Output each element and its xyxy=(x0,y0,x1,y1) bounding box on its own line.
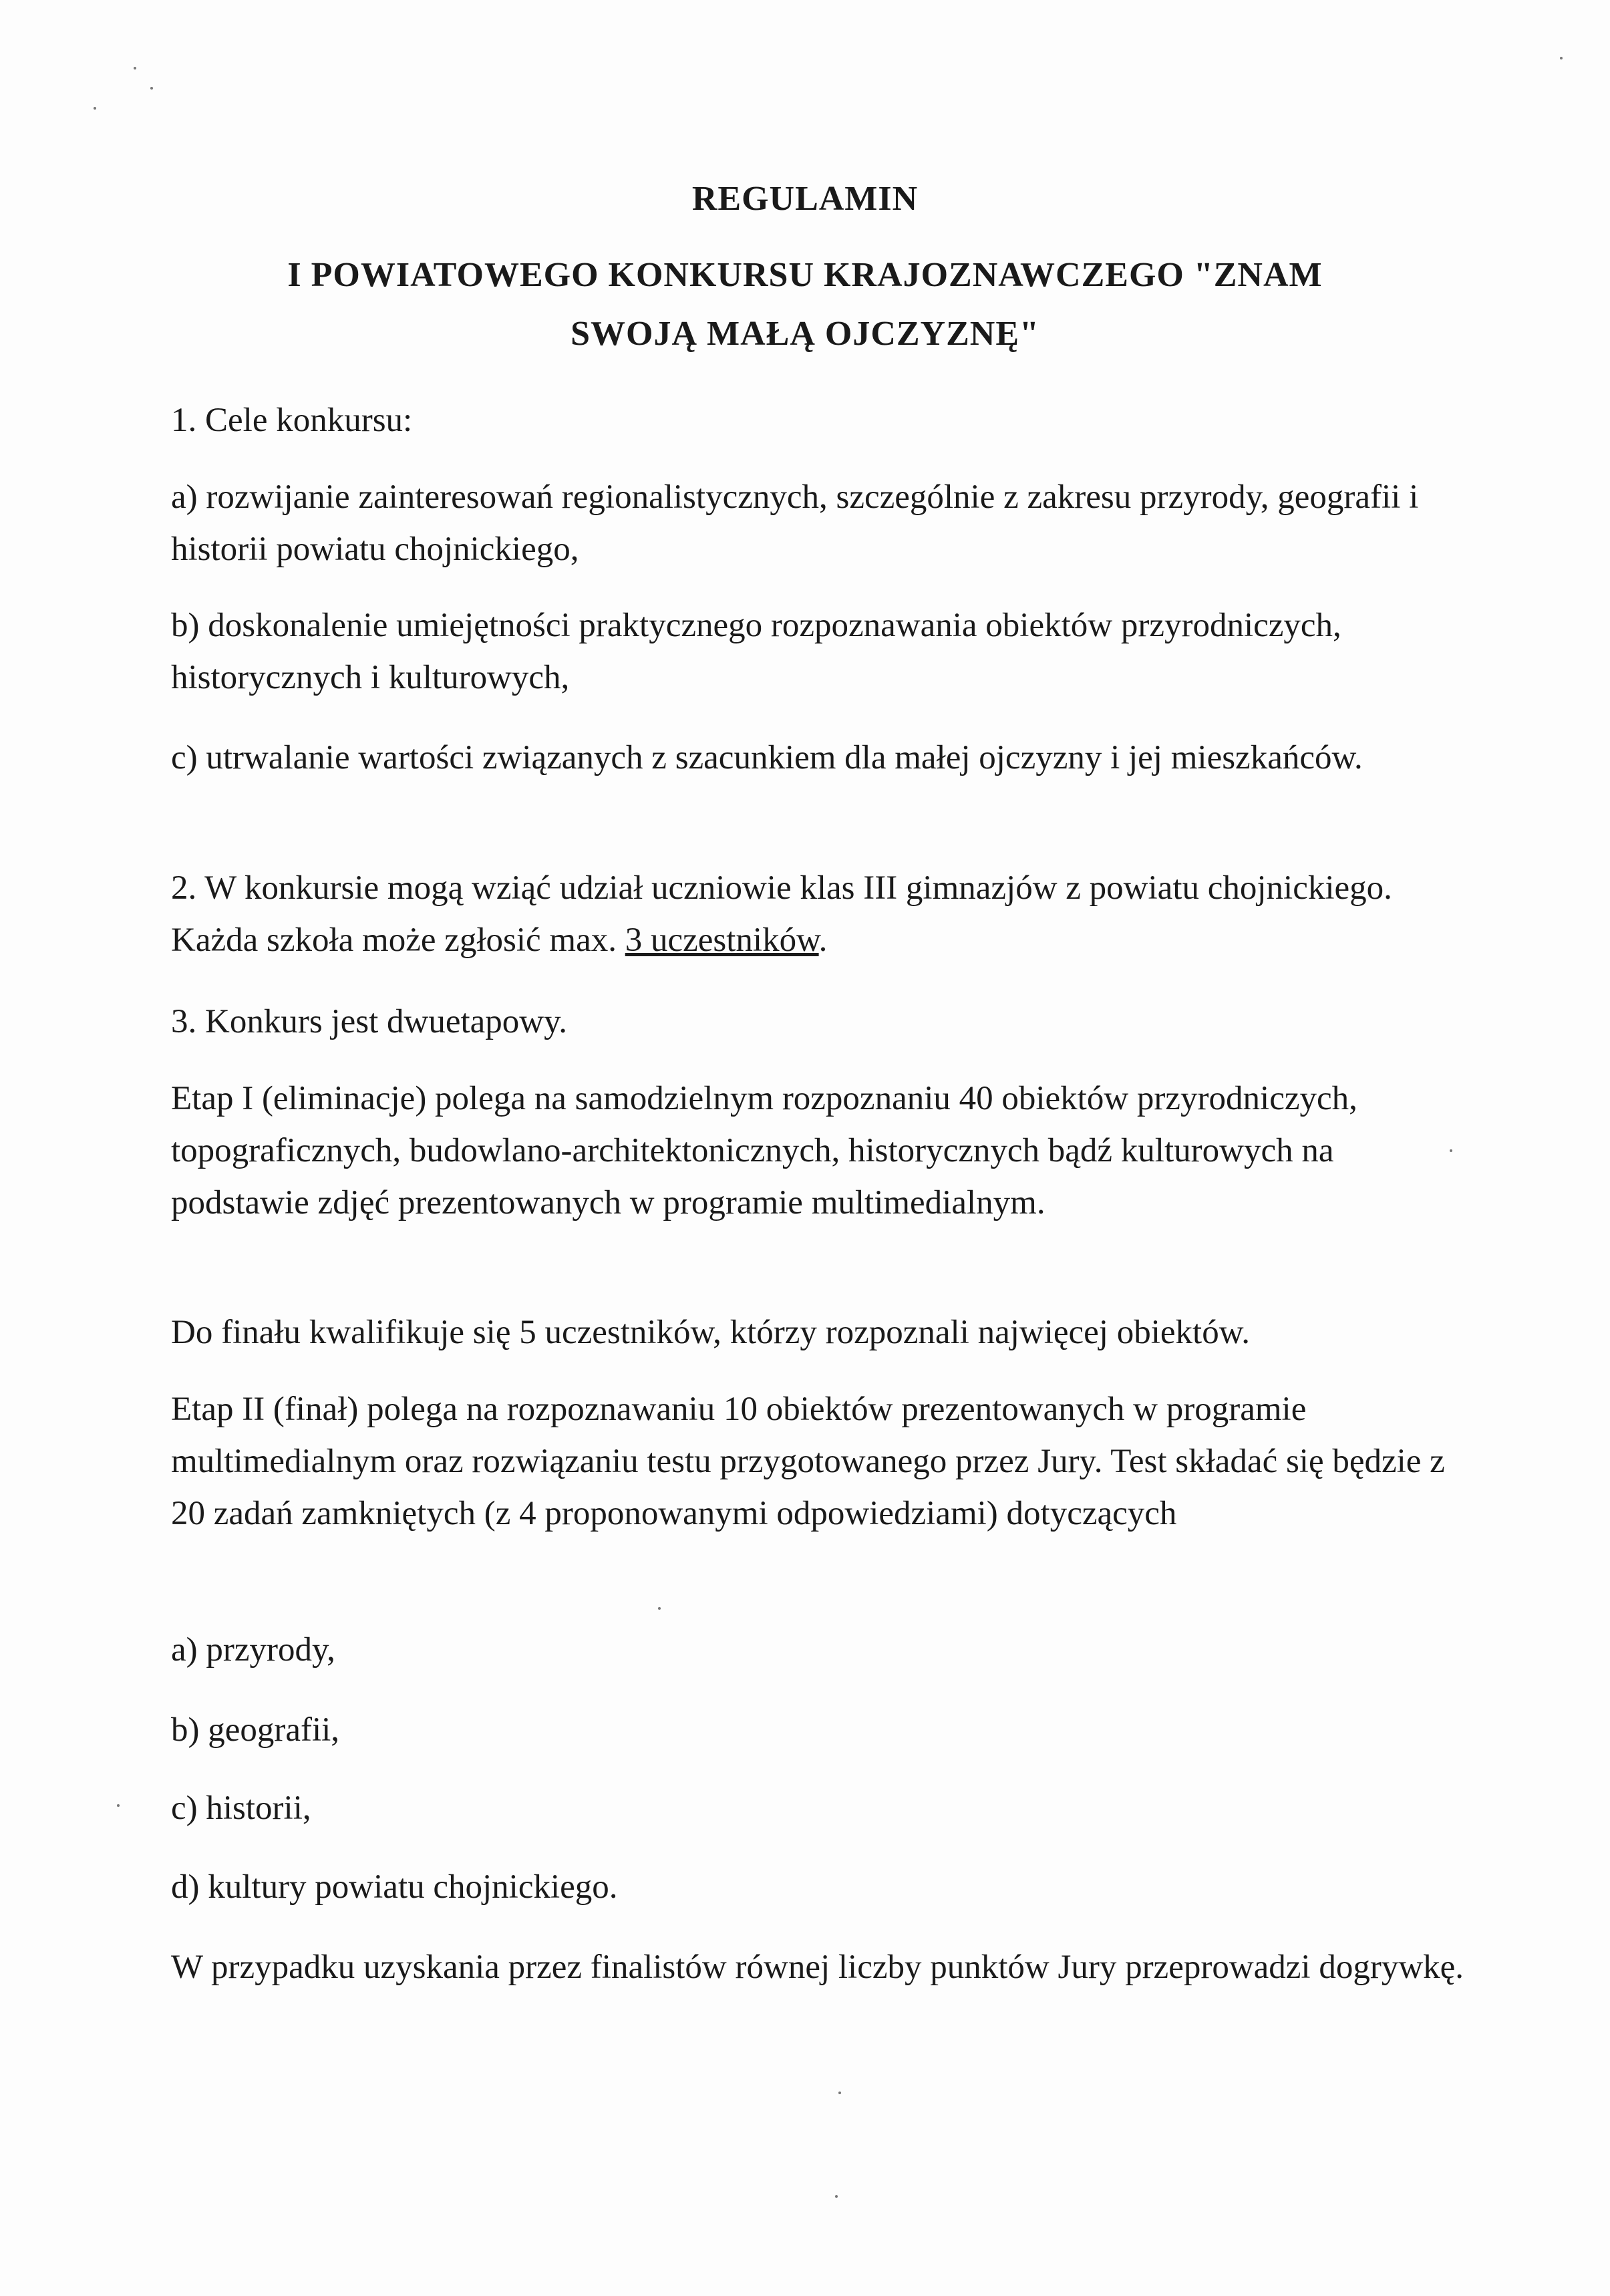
document-subtitle-line-2: SWOJĄ MAŁĄ OJCZYZNĘ" xyxy=(571,315,1039,353)
section-3-heading: 3. Konkurs jest dwuetapowy. xyxy=(171,1003,568,1040)
goal-a: a) rozwijanie zainteresowań regionalistycznych, szczególnie z zakresu przyrody, geografii i historii powiatu chojnickiego, xyxy=(171,478,1419,568)
stage-1-description: Etap I (eliminacje) polega na samodzielnym rozpoznaniu 40 obiektów przyrodniczych, topograficznych, budowlano-architektonicznych, historycznych bądź kulturowych na podstawie zdjęć prezentowanych w programie multimedialnym. xyxy=(171,1080,1357,1222)
scan-speck xyxy=(134,67,136,69)
scan-speck xyxy=(835,2195,838,2198)
document-subtitle-line-1: I POWIATOWEGO KONKURSU KRAJOZNAWCZEGO "ZNAM xyxy=(287,256,1323,294)
stage-2-description: Etap II (finał) polega na rozpoznawaniu 10 obiektów prezentowanych w programie multimedialnym oraz rozwiązaniu testu przygotowanego przez Jury. Test składać się będzie z 20 zadań zamkniętych (z 4 proponowanymi odpowiedziami) dotyczących xyxy=(171,1391,1445,1532)
goal-c: c) utrwalanie wartości związanych z szacunkiem dla małej ojczyzny i jej mieszkańców. xyxy=(171,739,1363,776)
test-topic-c: c) historii, xyxy=(171,1789,311,1827)
scan-speck xyxy=(658,1607,661,1610)
scan-speck xyxy=(838,2092,841,2094)
final-qualification: Do finału kwalifikuje się 5 uczestników, którzy rozpoznali najwięcej obiektów. xyxy=(171,1314,1250,1351)
section-2-end: . xyxy=(818,921,828,959)
scan-speck xyxy=(150,87,153,90)
participant-limit: 3 uczestników xyxy=(625,921,819,959)
scan-speck xyxy=(117,1804,120,1807)
document-title: REGULAMIN xyxy=(691,180,919,218)
goal-b: b) doskonalenie umiejętności praktycznego rozpoznawania obiektów przyrodniczych, historycznych i kulturowych, xyxy=(171,607,1341,696)
test-topic-a: a) przyrody, xyxy=(171,1631,335,1669)
tiebreak-rule: W przypadku uzyskania przez finalistów równej liczby punktów Jury przeprowadzi dogrywkę. xyxy=(171,1949,1464,1986)
section-2-body: 2. W konkursie mogą wziąć udział uczniowie klas III gimnazjów z powiatu chojnickiego. Każda szkoła może zgłosić max. xyxy=(171,869,1392,959)
test-topic-d: d) kultury powiatu chojnickiego. xyxy=(171,1868,618,1906)
scan-speck xyxy=(1560,57,1563,59)
section-1-heading: 1. Cele konkursu: xyxy=(171,402,413,439)
test-topic-b: b) geografii, xyxy=(171,1711,340,1749)
section-2-text xyxy=(171,862,1467,966)
scan-speck xyxy=(94,107,96,110)
